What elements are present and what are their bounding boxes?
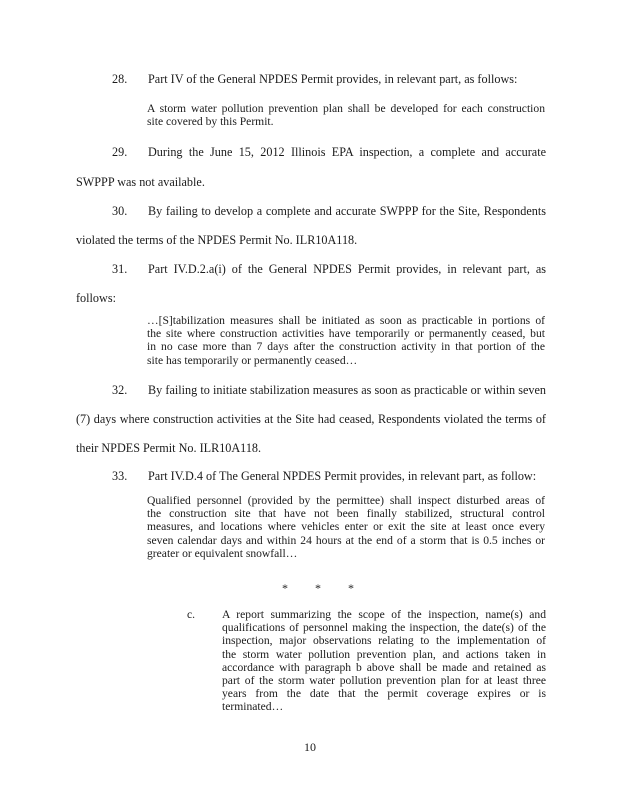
- item-c-line: inspection, major observations relating to the implementation of: [222, 634, 546, 648]
- para-30-number: 30.: [112, 204, 128, 218]
- para-30-line1: By failing to develop a complete and accurate SWPPP for the Site, Respondents: [148, 204, 546, 218]
- quote-31-line: in no case more than 7 days after the construction activity in that portion of the: [147, 340, 545, 354]
- quote-28: [147, 102, 545, 128]
- para-28-text: Part IV of the General NPDES Permit provides, in relevant part, as follows:: [148, 72, 518, 86]
- para-32-line2: (7) days where construction activities at the Site had ceased, Respondents violated the terms of: [76, 412, 546, 426]
- para-32-line3: their NPDES Permit No. ILR10A118.: [76, 441, 262, 455]
- quote-31: [147, 314, 545, 367]
- item-c-line: the storm water pollution prevention plan, and actions taken in: [222, 647, 546, 661]
- item-c-line: A report summarizing the scope of the inspection, name(s) and: [222, 608, 546, 621]
- quote-33-line: the construction site that have not been finally stabilized, structural control: [147, 507, 545, 521]
- quote-33-line: greater or equivalent snowfall…: [147, 546, 298, 560]
- item-c-line: qualifications of personnel making the inspection, the date(s) of the: [222, 621, 546, 635]
- quote-31-line: the site where construction activities have temporarily or permanently ceased, but: [147, 327, 545, 341]
- item-c-text: [222, 608, 546, 714]
- quote-33-line: measures, and locations where vehicles enter or exit the site at least once every: [147, 520, 545, 534]
- quote-33-line: seven calendar days and within 24 hours at the end of a storm that is 0.5 inches or: [147, 533, 545, 547]
- para-33-number: 33.: [112, 469, 128, 483]
- para-31-line2: follows:: [76, 291, 116, 305]
- para-29-number: 29.: [112, 145, 128, 159]
- quote-28-line: site covered by this Permit.: [147, 115, 274, 129]
- para-33-text: Part IV.D.4 of The General NPDES Permit provides, in relevant part, as follow:: [148, 469, 537, 483]
- quote-28-line: A storm water pollution prevention plan shall be developed for each construction: [147, 102, 545, 115]
- star: *: [315, 581, 321, 595]
- item-c-line: years from the date that the permit coverage expires or is: [222, 687, 546, 701]
- para-29-line2: SWPPP was not available.: [76, 175, 205, 189]
- section-break-stars: [282, 581, 381, 596]
- para-32-line1: By failing to initiate stabilization measures as soon as practicable or within seven: [148, 383, 546, 397]
- quote-33-line: Qualified personnel (provided by the permittee) shall inspect disturbed areas of: [147, 494, 545, 507]
- para-32-number: 32.: [112, 383, 128, 397]
- para-31-line1: Part IV.D.2.a(i) of the General NPDES Permit provides, in relevant part, as: [148, 262, 546, 276]
- quote-31-line: …[S]tabilization measures shall be initiated as soon as practicable in portions of: [147, 314, 545, 327]
- star: *: [348, 581, 354, 595]
- para-31-number: 31.: [112, 262, 128, 276]
- para-30-line2: violated the terms of the NPDES Permit No. ILR10A118.: [76, 233, 358, 247]
- item-c-line: accordance with paragraph b above shall be made and retained as: [222, 660, 546, 674]
- para-29-line1: During the June 15, 2012 Illinois EPA inspection, a complete and accurate: [148, 145, 546, 159]
- page-number: 10: [304, 740, 316, 754]
- item-c-line: terminated…: [222, 700, 284, 714]
- item-c-line: part of the storm water pollution prevention plan for at least three: [222, 674, 546, 688]
- star: *: [282, 581, 288, 595]
- item-c-label: c.: [187, 608, 196, 621]
- quote-31-line: site has temporarily or permanently ceased…: [147, 353, 358, 367]
- para-28-number: 28.: [112, 72, 128, 86]
- quote-33: [147, 494, 545, 560]
